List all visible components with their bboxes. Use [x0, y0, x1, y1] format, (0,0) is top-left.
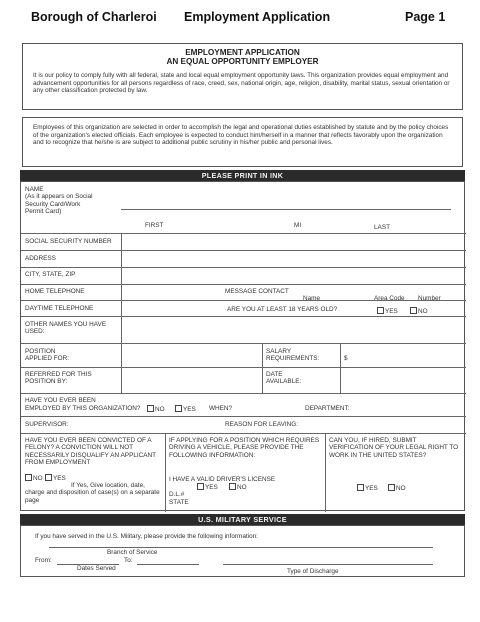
col-divider — [165, 433, 166, 512]
city-state-zip-label: CITY, STATE, ZIP — [25, 271, 76, 278]
employed-yes-option[interactable] — [175, 405, 196, 413]
dollar-sign: $ — [344, 355, 348, 362]
row-divider — [21, 367, 466, 368]
row-divider — [21, 316, 466, 317]
felony-yes-label: YES — [53, 475, 66, 482]
position-applied-label: POSITION APPLIED FOR: — [25, 348, 70, 363]
license-no-option[interactable] — [229, 483, 247, 491]
felony-no-label: NO — [33, 475, 43, 482]
driving-question: IF APPLYING FOR A POSITION WHICH REQUIRES DRIVING A VEHICLE, PLEASE PROVIDE THE FOLLOWING INFORMATION: — [169, 437, 320, 459]
checkbox-icon[interactable] — [377, 307, 384, 314]
military-intro: If you have served in the U.S. Military, please provide the following information: — [35, 533, 258, 540]
employed-yes-label: YES — [183, 406, 196, 413]
date-available-label: DATE AVAILABLE: — [266, 371, 302, 386]
verify-no-label: NO — [396, 485, 406, 492]
message-contact-name-label: Name — [303, 295, 321, 302]
message-contact-number-label: Number — [418, 295, 441, 302]
name-line[interactable] — [121, 209, 451, 210]
military-service-box — [20, 525, 465, 577]
branch-of-service-label: Branch of Service — [107, 549, 158, 556]
employed-before-label: HAVE YOU EVER BEEN — [25, 397, 96, 404]
felony-question: HAVE YOU EVER BEEN CONVICTED OF A FELONY? A CONVICTION WILL NOT NECESSARILY DISQUALIFY AN APPLICANT FROM EMPLOYMENT — [25, 437, 156, 467]
address-label: ADDRESS — [25, 255, 56, 262]
eeo-box — [22, 43, 463, 110]
row-divider — [21, 250, 466, 251]
salary-requirements-label: SALARY REQUIREMENTS: — [266, 348, 320, 363]
eeo-title: EMPLOYMENT APPLICATION — [185, 48, 300, 57]
when-label: WHEN? — [209, 405, 233, 412]
col-divider — [121, 343, 122, 393]
type-of-discharge-label: Type of Discharge — [287, 568, 339, 575]
row-divider — [21, 416, 466, 417]
checkbox-icon[interactable] — [175, 405, 182, 412]
employed-no-option[interactable] — [147, 405, 165, 413]
license-yes-option[interactable] — [197, 483, 218, 491]
from-label: From: — [35, 557, 52, 564]
checkbox-icon[interactable] — [410, 307, 417, 314]
col-divider — [325, 433, 326, 512]
row-divider — [21, 267, 466, 268]
age-no-option[interactable] — [410, 307, 428, 315]
dates-served-label: Dates Served — [77, 565, 116, 572]
employed-before-label-2: EMPLOYED BY THIS ORGANIZATION? — [25, 405, 141, 412]
home-telephone-label: HOME TELEPHONE — [25, 288, 85, 295]
notice-statement: Employees of this organization are selected in order to accomplish the legal and operational duties established by statute and by the policy choices of the organization's elected officials. Each employee is expected to conduct him/herself in a manner that reflects favorably upon the organization and to recognize that he/she is are subject to additional public scrutiny in his/her public and personal lives. — [33, 124, 449, 147]
checkbox-icon[interactable] — [357, 484, 364, 491]
ssn-label: SOCIAL SECURITY NUMBER — [25, 238, 112, 245]
checkbox-icon[interactable] — [229, 483, 236, 490]
license-no-label: NO — [237, 484, 247, 491]
work-verification-question: CAN YOU, IF HIRED, SUBMIT VERIFICATION OF YOUR LEGAL RIGHT TO WORK IN THE UNITED STATES? — [329, 437, 459, 459]
row-divider — [21, 233, 466, 234]
employed-no-label: NO — [155, 406, 165, 413]
checkbox-icon[interactable] — [197, 483, 204, 490]
age-question-label: ARE YOU AT LEAST 18 YEARS OLD? — [227, 306, 338, 313]
col-divider — [121, 284, 122, 316]
supervisor-label: SUPERVISOR: — [25, 421, 69, 428]
verify-no-option[interactable] — [388, 484, 406, 492]
organization-name: Borough of Charleroi — [31, 10, 157, 24]
row-divider — [21, 393, 466, 394]
form-title: Employment Application — [184, 10, 331, 24]
checkbox-icon[interactable] — [147, 405, 154, 412]
name-label: NAME (As it appears on Social Security Card/Work Permit Card) — [25, 186, 93, 216]
felony-detail: If Yes, Give location, date, charge and disposition of case(s) on a separate page — [25, 482, 160, 504]
row-divider — [21, 433, 466, 434]
military-service-banner: U.S. MILITARY SERVICE — [20, 514, 465, 525]
col-divider — [121, 316, 122, 343]
discharge-line[interactable] — [223, 564, 433, 565]
license-yes-label: YES — [205, 484, 218, 491]
row-divider — [21, 284, 466, 285]
application-form — [20, 181, 465, 511]
col-divider — [340, 343, 341, 393]
verify-yes-label: YES — [365, 485, 378, 492]
age-yes-option[interactable] — [377, 307, 398, 315]
branch-line[interactable] — [49, 547, 433, 548]
col-divider — [121, 233, 122, 284]
eeo-subtitle: AN EQUAL OPPORTUNITY EMPLOYER — [166, 57, 319, 66]
checkbox-icon[interactable] — [388, 484, 395, 491]
age-no-label: NO — [418, 308, 428, 315]
department-label: DEPARTMENT: — [305, 405, 350, 412]
notice-box — [22, 117, 463, 167]
to-line[interactable] — [137, 564, 199, 565]
row-divider — [21, 300, 466, 301]
license-state-label: STATE — [169, 499, 189, 506]
row-divider — [21, 343, 466, 344]
license-question: I HAVE A VALID DRIVER'S LICENSE — [169, 476, 276, 483]
print-in-ink-banner: PLEASE PRINT IN INK — [20, 170, 465, 181]
page-number: Page 1 — [405, 10, 446, 24]
message-contact-area-code-label: Area Code — [374, 295, 405, 302]
daytime-telephone-label: DAYTIME TELEPHONE — [25, 305, 94, 312]
last-name-label: LAST — [374, 224, 390, 231]
col-divider — [262, 343, 263, 393]
age-yes-label: YES — [385, 308, 398, 315]
other-names-label: OTHER NAMES YOU HAVE USED: — [25, 321, 107, 336]
middle-initial-label: MI — [294, 222, 302, 229]
to-label: To: — [124, 557, 133, 564]
referred-by-label: REFERRED FOR THIS POSITION BY: — [25, 371, 92, 386]
verify-yes-option[interactable] — [357, 484, 378, 492]
drivers-license-number-label: D.L.# — [169, 491, 185, 498]
first-name-label: FIRST — [145, 222, 164, 229]
message-contact-label: MESSAGE CONTACT — [225, 288, 289, 295]
eeo-statement: It is our policy to comply fully with all federal, state and local equal employment opportunity laws. This organization provides equal employment and advancement opportunities for all persons regardless of race, creed, sex, national origin, age, religion, disability, marital status, sexual orientation or any other classification protected by law. — [33, 72, 450, 95]
reason-for-leaving-label: REASON FOR LEAVING: — [225, 421, 299, 428]
